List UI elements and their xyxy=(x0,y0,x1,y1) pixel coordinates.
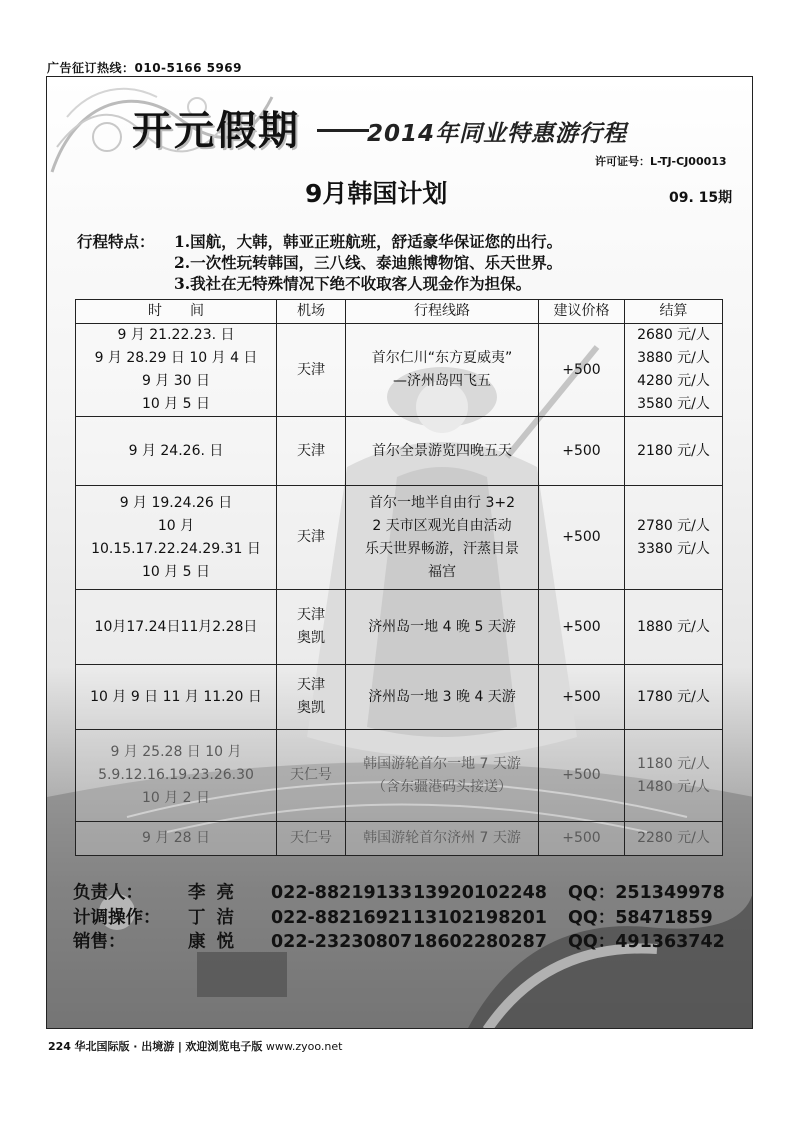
route-cell xyxy=(346,417,539,486)
feature-item: 1.国航，大韩，韩亚正班航班，舒适豪华保证您的出行。 xyxy=(174,232,563,251)
contact-mobile: 18602280287 xyxy=(413,932,547,952)
contact-phone: 022-23230807 xyxy=(271,932,413,952)
contact-qq: QQ：251349978 xyxy=(568,883,725,903)
route-line: —济州岛四飞五 xyxy=(393,373,491,389)
issue-number: 09. 15期 xyxy=(669,190,733,206)
airport-cell xyxy=(277,590,346,665)
settle-line: 1480 元/人 xyxy=(637,778,710,795)
dates-line: 10 月 5 日 xyxy=(141,563,211,580)
route-line: 济州岛一地 3 晚 4 天游 xyxy=(368,688,516,705)
route-cell xyxy=(346,822,539,856)
feature-item: 3.我社在无特殊情况下绝不收取客人现金作为担保。 xyxy=(174,274,532,293)
table-header-row xyxy=(76,300,723,324)
plan-title: 9月韩国计划 xyxy=(305,179,448,208)
route-line: 济州岛一地 4 晚 5 天游 xyxy=(368,618,516,635)
settle-cell xyxy=(625,417,723,486)
settle-cell xyxy=(625,590,723,665)
price-cell: +500 xyxy=(539,486,625,590)
column-header: 行程线路 xyxy=(346,300,539,324)
dates-line: 9 月 28.29 日 10 月 4 日 xyxy=(94,350,258,366)
route-line: 乐天世界畅游，汗蒸目景 xyxy=(365,540,519,557)
page-footer xyxy=(48,1038,342,1054)
route-cell xyxy=(346,730,539,822)
route-line: 首尔一地半自由行 3+2 xyxy=(369,494,515,511)
price-cell: +500 xyxy=(539,417,625,486)
table-row xyxy=(76,665,723,730)
settle-line: 4280 元/人 xyxy=(637,373,710,389)
contact-qq: QQ：58471859 xyxy=(568,907,713,928)
settle-line: 3580 元/人 xyxy=(637,396,710,412)
permit-number: 许可证号：L-TJ-CJ00013 xyxy=(595,155,727,168)
airport-line: 天津 xyxy=(297,442,325,459)
route-cell xyxy=(346,486,539,590)
route-line: （含东疆港码头接送） xyxy=(372,778,512,795)
price-cell: +500 xyxy=(539,324,625,417)
ad-hotline: 广告征订热线：010-5166 5969 xyxy=(47,61,243,75)
feature-item: 2.一次性玩转韩国，三八线、泰迪熊博物馆、乐天世界。 xyxy=(174,253,563,272)
contact-mobile: 13920102248 xyxy=(413,883,547,903)
footer-separator: | xyxy=(177,1040,182,1053)
airport-cell xyxy=(277,730,346,822)
contact-name: 李亮 xyxy=(188,883,245,903)
route-cell xyxy=(346,665,539,730)
route-line: 首尔全景游览四晚五天 xyxy=(372,442,512,459)
contact-name: 康悦 xyxy=(188,932,245,952)
price-cell: +500 xyxy=(539,730,625,822)
edition-label: 华北国际版 · 出境游 xyxy=(74,1040,175,1053)
contact-role: 销售： xyxy=(73,932,126,952)
settle-cell xyxy=(625,822,723,856)
airport-line: 天津 xyxy=(297,607,325,623)
settle-line: 2180 元/人 xyxy=(637,442,710,459)
dates-line: 9 月 19.24.26 日 xyxy=(119,494,233,511)
airport-line: 天仁号 xyxy=(290,830,332,846)
dates-cell xyxy=(76,665,277,730)
logo-divider xyxy=(317,129,369,132)
settle-cell xyxy=(625,665,723,730)
table-row xyxy=(76,730,723,822)
settle-line: 3880 元/人 xyxy=(637,350,710,366)
settle-line: 3380 元/人 xyxy=(637,540,710,557)
dates-cell xyxy=(76,730,277,822)
features-label: 行程特点： xyxy=(77,232,155,251)
price-cell: +500 xyxy=(539,590,625,665)
tour-price-table xyxy=(75,299,723,856)
route-line: 2 天市区观光自由活动 xyxy=(372,517,512,534)
airport-cell xyxy=(277,665,346,730)
contact-name: 丁洁 xyxy=(188,907,245,928)
price-cell: +500 xyxy=(539,822,625,856)
settle-line: 1780 元/人 xyxy=(637,688,710,705)
price-cell: +500 xyxy=(539,665,625,730)
dates-line: 10.15.17.22.24.29.31 日 xyxy=(91,540,261,557)
route-line: 福宫 xyxy=(428,563,456,580)
column-header: 机场 xyxy=(277,300,346,324)
table-row xyxy=(76,822,723,856)
column-header: 时 间 xyxy=(76,300,277,324)
route-line: 首尔仁川“东方夏威夷” xyxy=(371,350,513,366)
contact-mobile: 13102198201 xyxy=(413,907,547,928)
column-header: 结算 xyxy=(625,300,723,324)
footer-tagline: 欢迎浏览电子版 xyxy=(185,1040,263,1053)
dates-line: 10 月 9 日 11 月 11.20 日 xyxy=(90,688,262,705)
route-cell xyxy=(346,590,539,665)
dates-line: 10 月 2 日 xyxy=(141,790,211,806)
table-row xyxy=(76,324,723,417)
dates-line: 9 月 24.26. 日 xyxy=(128,442,224,459)
route-cell xyxy=(346,324,539,417)
settle-line: 1180 元/人 xyxy=(637,755,710,772)
route-line: 韩国游轮首尔济州 7 天游 xyxy=(363,830,521,846)
brand-slogan: 2014年同业特惠游行程 xyxy=(367,121,628,147)
contact-phone: 022-88216921 xyxy=(271,907,413,928)
settle-line: 1880 元/人 xyxy=(637,618,710,635)
itinerary-flyer xyxy=(46,76,753,1029)
dates-line: 10 月 xyxy=(157,517,195,534)
airport-line: 天津 xyxy=(297,361,325,378)
table-row xyxy=(76,590,723,665)
dates-line: 9 月 28 日 xyxy=(141,830,211,846)
settle-cell xyxy=(625,730,723,822)
settle-line: 2680 元/人 xyxy=(637,327,710,343)
dates-line: 5.9.12.16.19.23.26.30 xyxy=(98,767,254,783)
table-row xyxy=(76,417,723,486)
dates-cell xyxy=(76,822,277,856)
settle-line: 2780 元/人 xyxy=(637,517,710,534)
contact-qq: QQ：491363742 xyxy=(568,932,725,952)
dates-cell xyxy=(76,324,277,417)
website-link[interactable]: www.zyoo.net xyxy=(265,1040,343,1053)
airport-cell xyxy=(277,822,346,856)
airport-cell xyxy=(277,324,346,417)
contact-role: 负责人： xyxy=(73,883,143,903)
settle-line: 2280 元/人 xyxy=(637,830,710,846)
airport-cell xyxy=(277,417,346,486)
dates-cell xyxy=(76,417,277,486)
dates-line: 9 月 21.22.23. 日 xyxy=(117,327,235,343)
contact-role: 计调操作： xyxy=(73,907,161,928)
airport-line: 天津 xyxy=(297,529,325,545)
brand-logo: 开元假期 xyxy=(132,107,300,154)
dates-line: 10 月 5 日 xyxy=(141,396,211,412)
route-line: 韩国游轮首尔一地 7 天游 xyxy=(363,755,521,772)
dates-cell xyxy=(76,590,277,665)
dates-line: 9 月 30 日 xyxy=(141,373,211,389)
settle-cell xyxy=(625,486,723,590)
dates-cell xyxy=(76,486,277,590)
contact-phone: 022-88219133 xyxy=(271,883,413,903)
dates-line: 10月17.24日11月2.28日 xyxy=(94,618,258,635)
settle-cell xyxy=(625,324,723,417)
page-number: 224 xyxy=(48,1040,71,1053)
column-header: 建议价格 xyxy=(539,300,625,324)
airport-cell xyxy=(277,486,346,590)
dates-line: 9 月 25.28 日 10 月 xyxy=(110,744,242,760)
airport-line: 天津 xyxy=(297,677,325,693)
airport-line: 奥凯 xyxy=(297,630,325,646)
table-row xyxy=(76,486,723,590)
airport-line: 天仁号 xyxy=(290,767,332,783)
airport-line: 奥凯 xyxy=(297,700,325,716)
